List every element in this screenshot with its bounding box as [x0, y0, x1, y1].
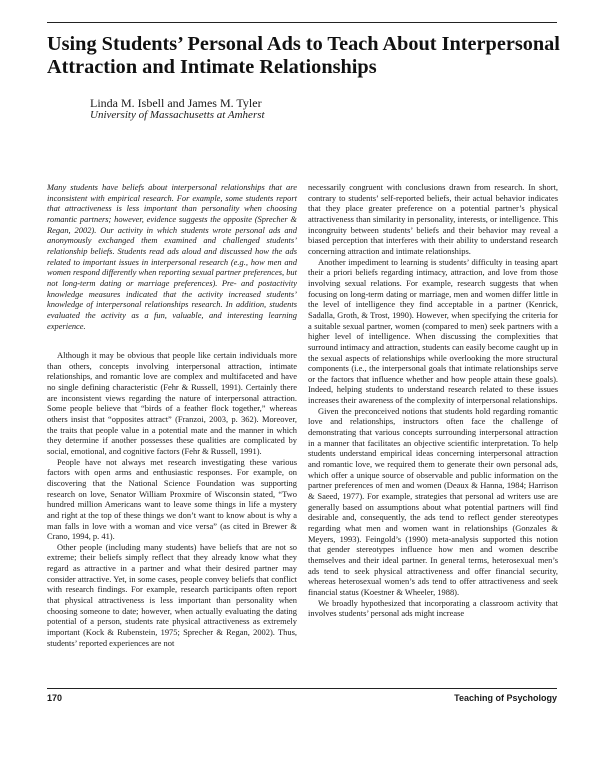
body-paragraph: Given the preconceived notions that students hold regarding romantic love and relationships, instructors often face the challenge of demonstrating that various concepts surrounding interpersonal attraction in a manner that facilitates an objective scientific interpretation. To help students understand empirical ideas concerning interpersonal attraction and romantic love, we required them to generate their own personal ads, which offer a unique source of observable and public information on the partner preferences of men and women (Deaux & Hanna, 1984; Harrison & Saeed, 1977). For example, strategies that personal ad writers use are generally based on assumptions about what potential partners will find desirable and, consequently, the ads tend to reflect gender stereotypes regarding what men and women want in relationships (Gonzales & Meyers, 1993). Feingold’s (1990) meta-analysis supported this notion that gender stereotypes influence how men and women describe themselves and their ideal partner. In general terms, heterosexual men’s ads tend to seek physical attractiveness and offer financial security, whereas heterosexual women’s ads tend to offer attractiveness and seek financial status (Koestner & Wheeler, 1988). — [308, 405, 558, 597]
body-paragraph: Although it may be obvious that people like certain individuals more than others, concepts involving interpersonal attraction, intimate relationships, and romantic love are complex and multifaceted and have no single defining characteristic (Fehr & Russell, 1991). Certainly there are inconsistent views regarding the nature of interpersonal attraction. Some people believe that “birds of a feather flock together,” whereas others insist that “opposites attract” (Franzoi, 2003, p. 362). Moreover, the traits that people value in a potential mate and the manner in which they determine if another possesses these qualities are complicated by social, emotional, and cognitive factors (Fehr & Russell, 1991). — [47, 350, 297, 456]
author-names: Linda M. Isbell and James M. Tyler — [90, 96, 262, 110]
body-paragraph: Other people (including many students) have beliefs that are not so extreme; their beliefs simply reflect that they already know what they regard as attractive in a partner and what their desired partner may consider attractive. Yet, in some cases, people convey beliefs that conflict with research findings. For example, research participants often report that physical attractiveness is less important than personality when choosing someone to date; however, when actually evaluating the dating potential of a person, students rate physical attractiveness as extremely important (Kock & Rubenstein, 1975; Sprecher & Regan, 2002). Thus, students’ reported experiences are not — [47, 541, 297, 648]
article-title: Using Students’ Personal Ads to Teach About Interpersonal Attraction and Intimate Relationships — [47, 33, 560, 78]
footer-rule — [47, 688, 557, 689]
body-paragraph: We broadly hypothesized that incorporating a classroom activity that involves students’ personal ads might increase — [308, 597, 558, 619]
right-column-body — [308, 182, 558, 619]
journal-name: Teaching of Psychology — [454, 693, 557, 703]
body-paragraph: Another impediment to learning is students’ difficulty in teasing apart their a priori beliefs regarding intimacy, attraction, and love from those involving sexual relations. For example, research suggests that when focusing on long-term dating or marriage, men and women differ little in the level of intelligence they find acceptable in a partner (Kenrick, Sadalla, Groth, & Trost, 1990). However, when specifying the criteria for a suitable sexual partner, women (compared to men) seek partners with a higher level of intelligence. When discussing the complexities that surround intimacy and attraction, students can easily become caught up in the sexual aspects of relationships while overlooking the more structural components (i.e., the interpersonal goals that intimate relationships serve or the factors that influence whether and how people attain these goals). Indeed, helping students to understand research related to these issues increases their awareness of the complexity of interpersonal relationships. — [308, 256, 558, 406]
abstract-text: Many students have beliefs about interpersonal relationships that are inconsistent with empirical research. For example, some students report that attractiveness is less important than personality when choosing romantic partners; however, evidence suggests the opposite (Sprecher & Regan, 2002). Our activity in which students wrote personal ads and anonymously exchanged them examined and challenged students’ relationship beliefs. Students read ads aloud and discussed how the ads related to important issues in interpersonal research (e.g., how men and women respond differently when reporting sexual partner preferences, but not long-term dating or marriage preferences). Pre- and postactivity knowledge measures indicated that the activity increased students’ knowledge of interpersonal relationships research. In addition, students evaluated the activity as a fun, valuable, and interesting learning experience. — [47, 182, 297, 331]
body-paragraph: necessarily congruent with conclusions drawn from research. In short, contrary to students’ self-reported beliefs, their actual behavior indicates that they place greater preference on a potential partner’s physical attractiveness than similarity in personality, interests, or intelligence. This incongruity between students’ beliefs and their behavior may reveal a biased perception that interferes with their ability to understand research concerning attraction and intimate relationships. — [308, 182, 558, 256]
author-affiliation: University of Massachusetts at Amherst — [90, 109, 265, 121]
page-number: 170 — [47, 693, 63, 703]
left-column-body — [47, 350, 297, 648]
body-paragraph: People have not always met research investigating these various factors with open arms and enthusiastic responses. For example, on discovering that the National Science Foundation was supporting research on love, Senator William Proxmire of Wisconsin stated, “Two hundred million Americans want to leave some things in life a mystery and right at the top of these things we don’t want to know about is why a man falls in love with a woman and vice versa” (as cited in Brewer & Crano, 1994, p. 41). — [47, 456, 297, 542]
top-rule — [47, 22, 557, 23]
abstract — [47, 182, 297, 331]
